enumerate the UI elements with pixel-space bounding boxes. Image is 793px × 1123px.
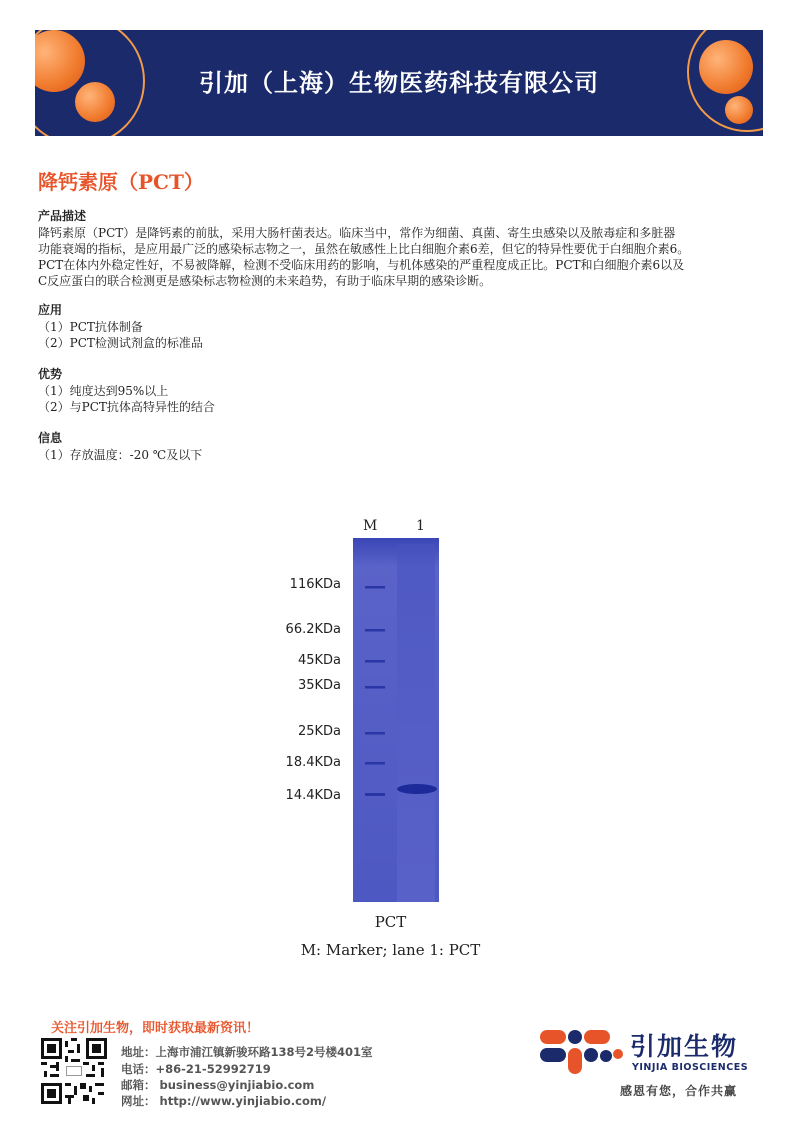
- sample-lane: [397, 544, 435, 902]
- contact-address: 地址：上海市浦江镇新骏环路138号2号楼401室: [121, 1045, 373, 1059]
- info-heading: 信息: [38, 431, 63, 445]
- info-item: （1）存放温度：-20 ℃及以下: [38, 448, 203, 462]
- mw-label: 66.2KDa: [285, 622, 341, 637]
- contact-email[interactable]: 邮箱： business@yinjiabio.com: [121, 1078, 315, 1092]
- contact-website[interactable]: 网址： http://www.yinjiabio.com/: [121, 1094, 327, 1108]
- description-line: PCT在体内外稳定性好，不易被降解，检测不受临床用药的影响，与机体感染的严重程度成正比。PCT和白细胞介素6以及: [38, 258, 685, 272]
- gel-legend: M: Marker; lane 1: PCT: [300, 941, 481, 959]
- description-line: 功能衰竭的指标，是应用最广泛的感染标志物之一，虽然在敏感性上比白细胞介素6差，但它的特异性要优于白细胞介素6。: [38, 242, 690, 256]
- product-title: 降钙素原（PCT）: [38, 170, 204, 194]
- marker-band: [365, 732, 385, 735]
- application-item: （1）PCT抗体制备: [38, 320, 143, 334]
- lane-label-marker: M: [363, 518, 378, 534]
- marker-band: [365, 586, 385, 589]
- qr-code: [41, 1038, 107, 1104]
- mw-label: 14.4KDa: [285, 788, 341, 803]
- mw-label: 18.4KDa: [285, 755, 341, 770]
- marker-band: [365, 686, 385, 689]
- advantage-item: （2）与PCT抗体高特异性的结合: [38, 400, 215, 414]
- mw-label: 45KDa: [297, 653, 341, 668]
- description-line: 降钙素原（PCT）是降钙素的前肽，采用大肠杆菌表达。临床当中，常作为细菌、真菌、寄生虫感染以及脓毒症和多脏器: [38, 226, 676, 240]
- marker-band: [365, 660, 385, 663]
- advantage-section: [38, 366, 758, 415]
- application-heading: 应用: [38, 303, 63, 317]
- mw-label: 25KDa: [297, 724, 341, 739]
- advantage-item: （1）纯度达到95%以上: [38, 384, 169, 398]
- description-line: C反应蛋白的联合检测更是感染标志物检测的未来趋势，有助于临床早期的感染诊断。: [38, 274, 492, 288]
- application-section: [38, 302, 758, 351]
- gel-caption: PCT: [374, 913, 407, 931]
- header-banner: [35, 30, 763, 136]
- brand-name-cn: 引加生物: [630, 1032, 739, 1061]
- gel-svg: [353, 538, 439, 902]
- marker-band: [365, 793, 385, 796]
- company-name: 引加（上海）生物医药科技有限公司: [199, 69, 599, 97]
- marker-band: [365, 762, 385, 765]
- pct-band: [397, 784, 437, 794]
- description-section: [38, 208, 758, 289]
- contact-phone: 电话：+86-21-52992719: [121, 1062, 271, 1076]
- brand-logo-svg: [538, 1026, 626, 1076]
- qr-code-svg: [41, 1038, 107, 1104]
- brand-name-en: YINJIA BIOSCIENCES: [632, 1062, 749, 1073]
- brand-logo-icon: [538, 1026, 626, 1076]
- footer-slogan: 关注引加生物，即时获取最新资讯！: [51, 1021, 260, 1036]
- marker-band: [365, 629, 385, 632]
- brand-slogan: 感恩有您，合作共赢: [620, 1084, 738, 1098]
- mw-label: 35KDa: [297, 678, 341, 693]
- info-section: [38, 430, 758, 463]
- description-heading: 产品描述: [38, 209, 87, 223]
- application-item: （2）PCT检测试剂盒的标准品: [38, 336, 203, 350]
- advantage-heading: 优势: [38, 367, 63, 381]
- lane-label-sample: 1: [416, 518, 425, 534]
- mw-label: 116KDa: [289, 577, 341, 592]
- gel-image: [353, 538, 439, 902]
